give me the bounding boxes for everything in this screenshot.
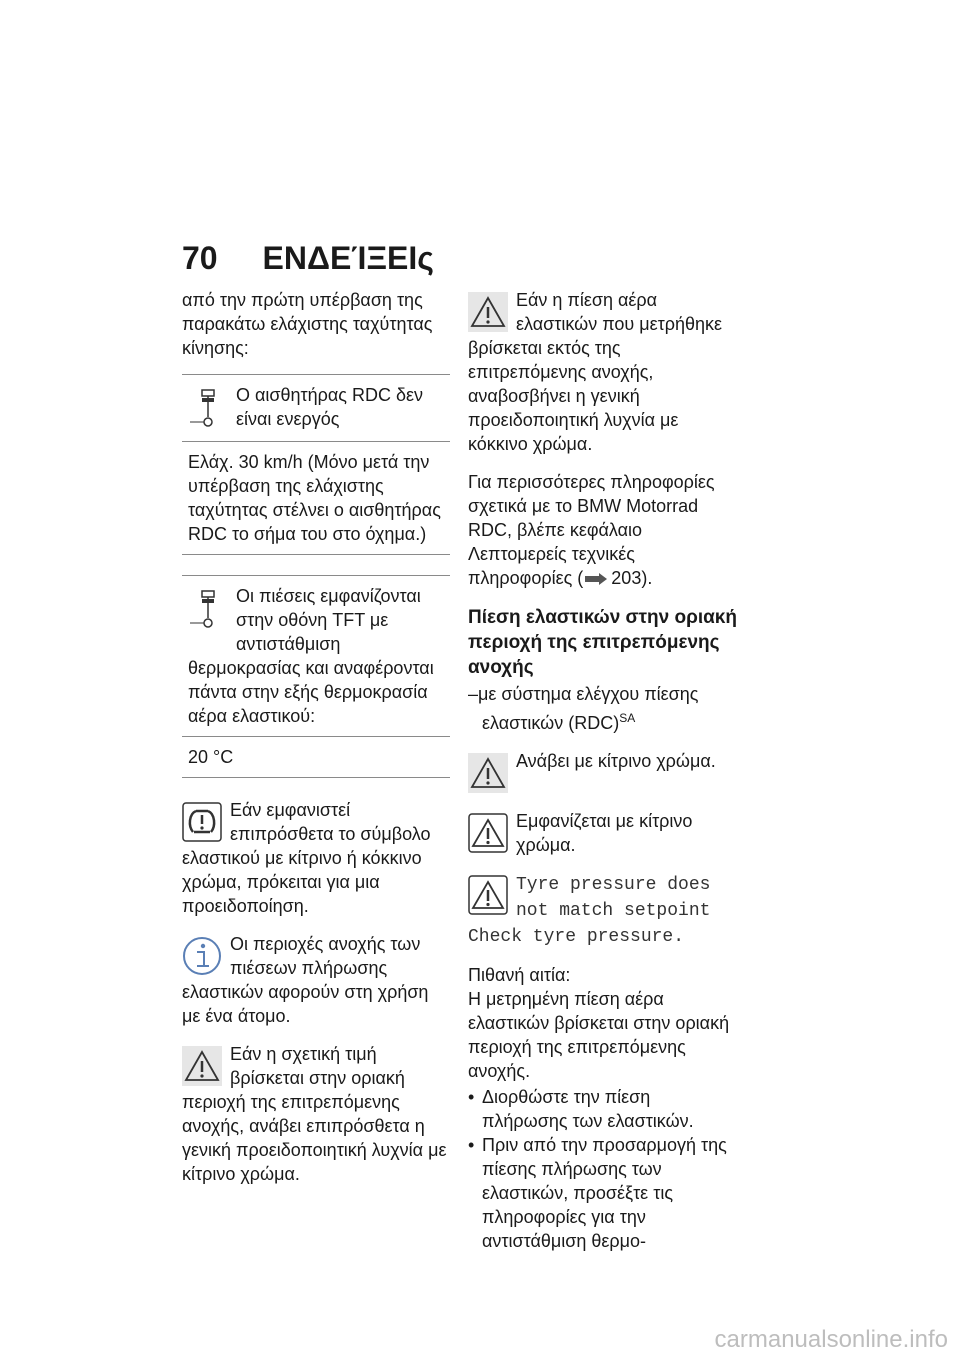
cause-paragraph [468,963,738,1083]
cause-text: Η μετρημένη πίεση αέρα ελαστικών βρίσκεται στην οριακή περιοχή της επιτρεπόμενης ανοχής. [468,989,730,1082]
sensor-icon [188,387,228,431]
page-number: 70 [182,240,218,276]
info-icon [182,936,222,976]
page-reference-link[interactable]: 203). [611,568,653,588]
tyre-warning-text: Εάν εμφανιστεί επιπρόσθετα το σύμβολο ελαστικού με κίτρινο ή κόκκινο χρώμα, πρόκειται για μια προειδοποίηση. [182,800,431,916]
temperature-value-row [182,736,450,778]
warning-triangle-icon [468,292,508,332]
warning-triangle-icon [182,1046,222,1086]
temperature-info-row [182,575,450,736]
sensor-inactive-row [182,374,450,441]
option-text: –με σύστημα ελέγχου πίεσης ελαστικών (RDC) [468,684,699,734]
red-warning-paragraph [468,288,738,456]
intro-text: από την πρώτη υπέρβαση της παρακάτω ελάχιστης ταχύτητας κίνησης: [182,290,433,358]
warning-triangle-display-icon [468,813,508,853]
display-message-text: Tyre pressure does not match setpoint Check tyre pressure. [468,875,711,948]
left-column [182,288,450,1200]
page-arrow-icon [585,567,607,591]
sensor-inactive-text: Ο αισθητήρας RDC δεν είναι ενεργός [236,385,424,429]
display-indicator-row [468,809,738,857]
section-heading: Πίεση ελαστικών στην οριακή περιοχή της επιτρεπόμενης ανοχής [468,607,737,679]
temperature-value: 20 °C [188,747,234,767]
info-paragraph [182,932,450,1028]
indicator-lights-row [468,749,738,795]
info-text: Οι περιοχές ανοχής των πιέσεων πλήρωσης ελαστικών αφορούν στη χρήση με ένα άτομο. [182,934,429,1026]
temperature-table [182,575,450,778]
more-info-paragraph [468,470,738,591]
indicator-light-text: Ανάβει με κίτρινο χρώμα. [516,751,716,772]
display-indicator-text: Εμφανίζεται με κίτρινο χρώμα. [516,811,693,856]
list-item: • Διορθώστε την πίεση πλήρωσης των ελαστικών. [482,1085,738,1133]
min-speed-row [182,441,450,555]
more-info-text: Για περισσότερες πληροφορίες σχετικά με το BMW Motorrad RDC, βλέπε κεφάλαιο Λεπτομερείς τεχνικές πληροφορίες ( [468,472,715,588]
option-line [468,682,738,735]
min-speed-text: Ελάχ. 30 km/h (Μόνο μετά την υπέρβαση της ελάχιστης ταχύτητας στέλνει ο αισθητήρας RDC το σήμα του στο όχημα.) [188,452,441,544]
display-message-row [468,871,738,949]
cause-label: Πιθανή αιτία: [468,965,571,986]
warning-text: Εάν η σχετική τιμή βρίσκεται στην οριακή περιοχή της επιτρεπόμενης ανοχής, ανάβει επιπρόσθετα η γενική προειδοποιητική λυχνία με κίτρινο χρώμα. [182,1044,447,1184]
sensor-inactive-table [182,374,450,555]
red-warning-text: Εάν η πίεση αέρα ελαστικών που μετρήθηκε βρίσκεται εκτός της επιτρεπόμενης ανοχής, αναβοσβήνει η γενική προειδοποιητική λυχνία με κόκκινο χρώμα. [468,290,723,454]
tyre-warning-paragraph [182,798,450,918]
temperature-info-text: Οι πιέσεις εμφανίζονται στην οθόνη TFT με αντιστάθμιση θερμοκρασίας και αναφέρονται πάντα στην εξής θερμοκρασία αέρα ελαστικού: [188,586,434,726]
option-superscript: SA [619,711,636,726]
sensor-icon [188,588,228,632]
watermark: carmanualsonline.info [714,1326,948,1353]
warning-paragraph [182,1042,450,1186]
warning-triangle-display-icon [468,875,508,915]
action-list [468,1085,738,1253]
tyre-pressure-icon [182,802,222,842]
right-column [468,288,738,1253]
page-header [182,240,434,277]
chapter-title: ΕΝΔΕΊΞΕΙς [262,240,434,276]
list-item: • Πριν από την προσαρμογή της πίεσης πλήρωσης των ελαστικών, προσέξτε τις πληροφορίες για την αντιστάθμιση θερμο- [482,1133,738,1253]
warning-triangle-icon [468,753,508,793]
